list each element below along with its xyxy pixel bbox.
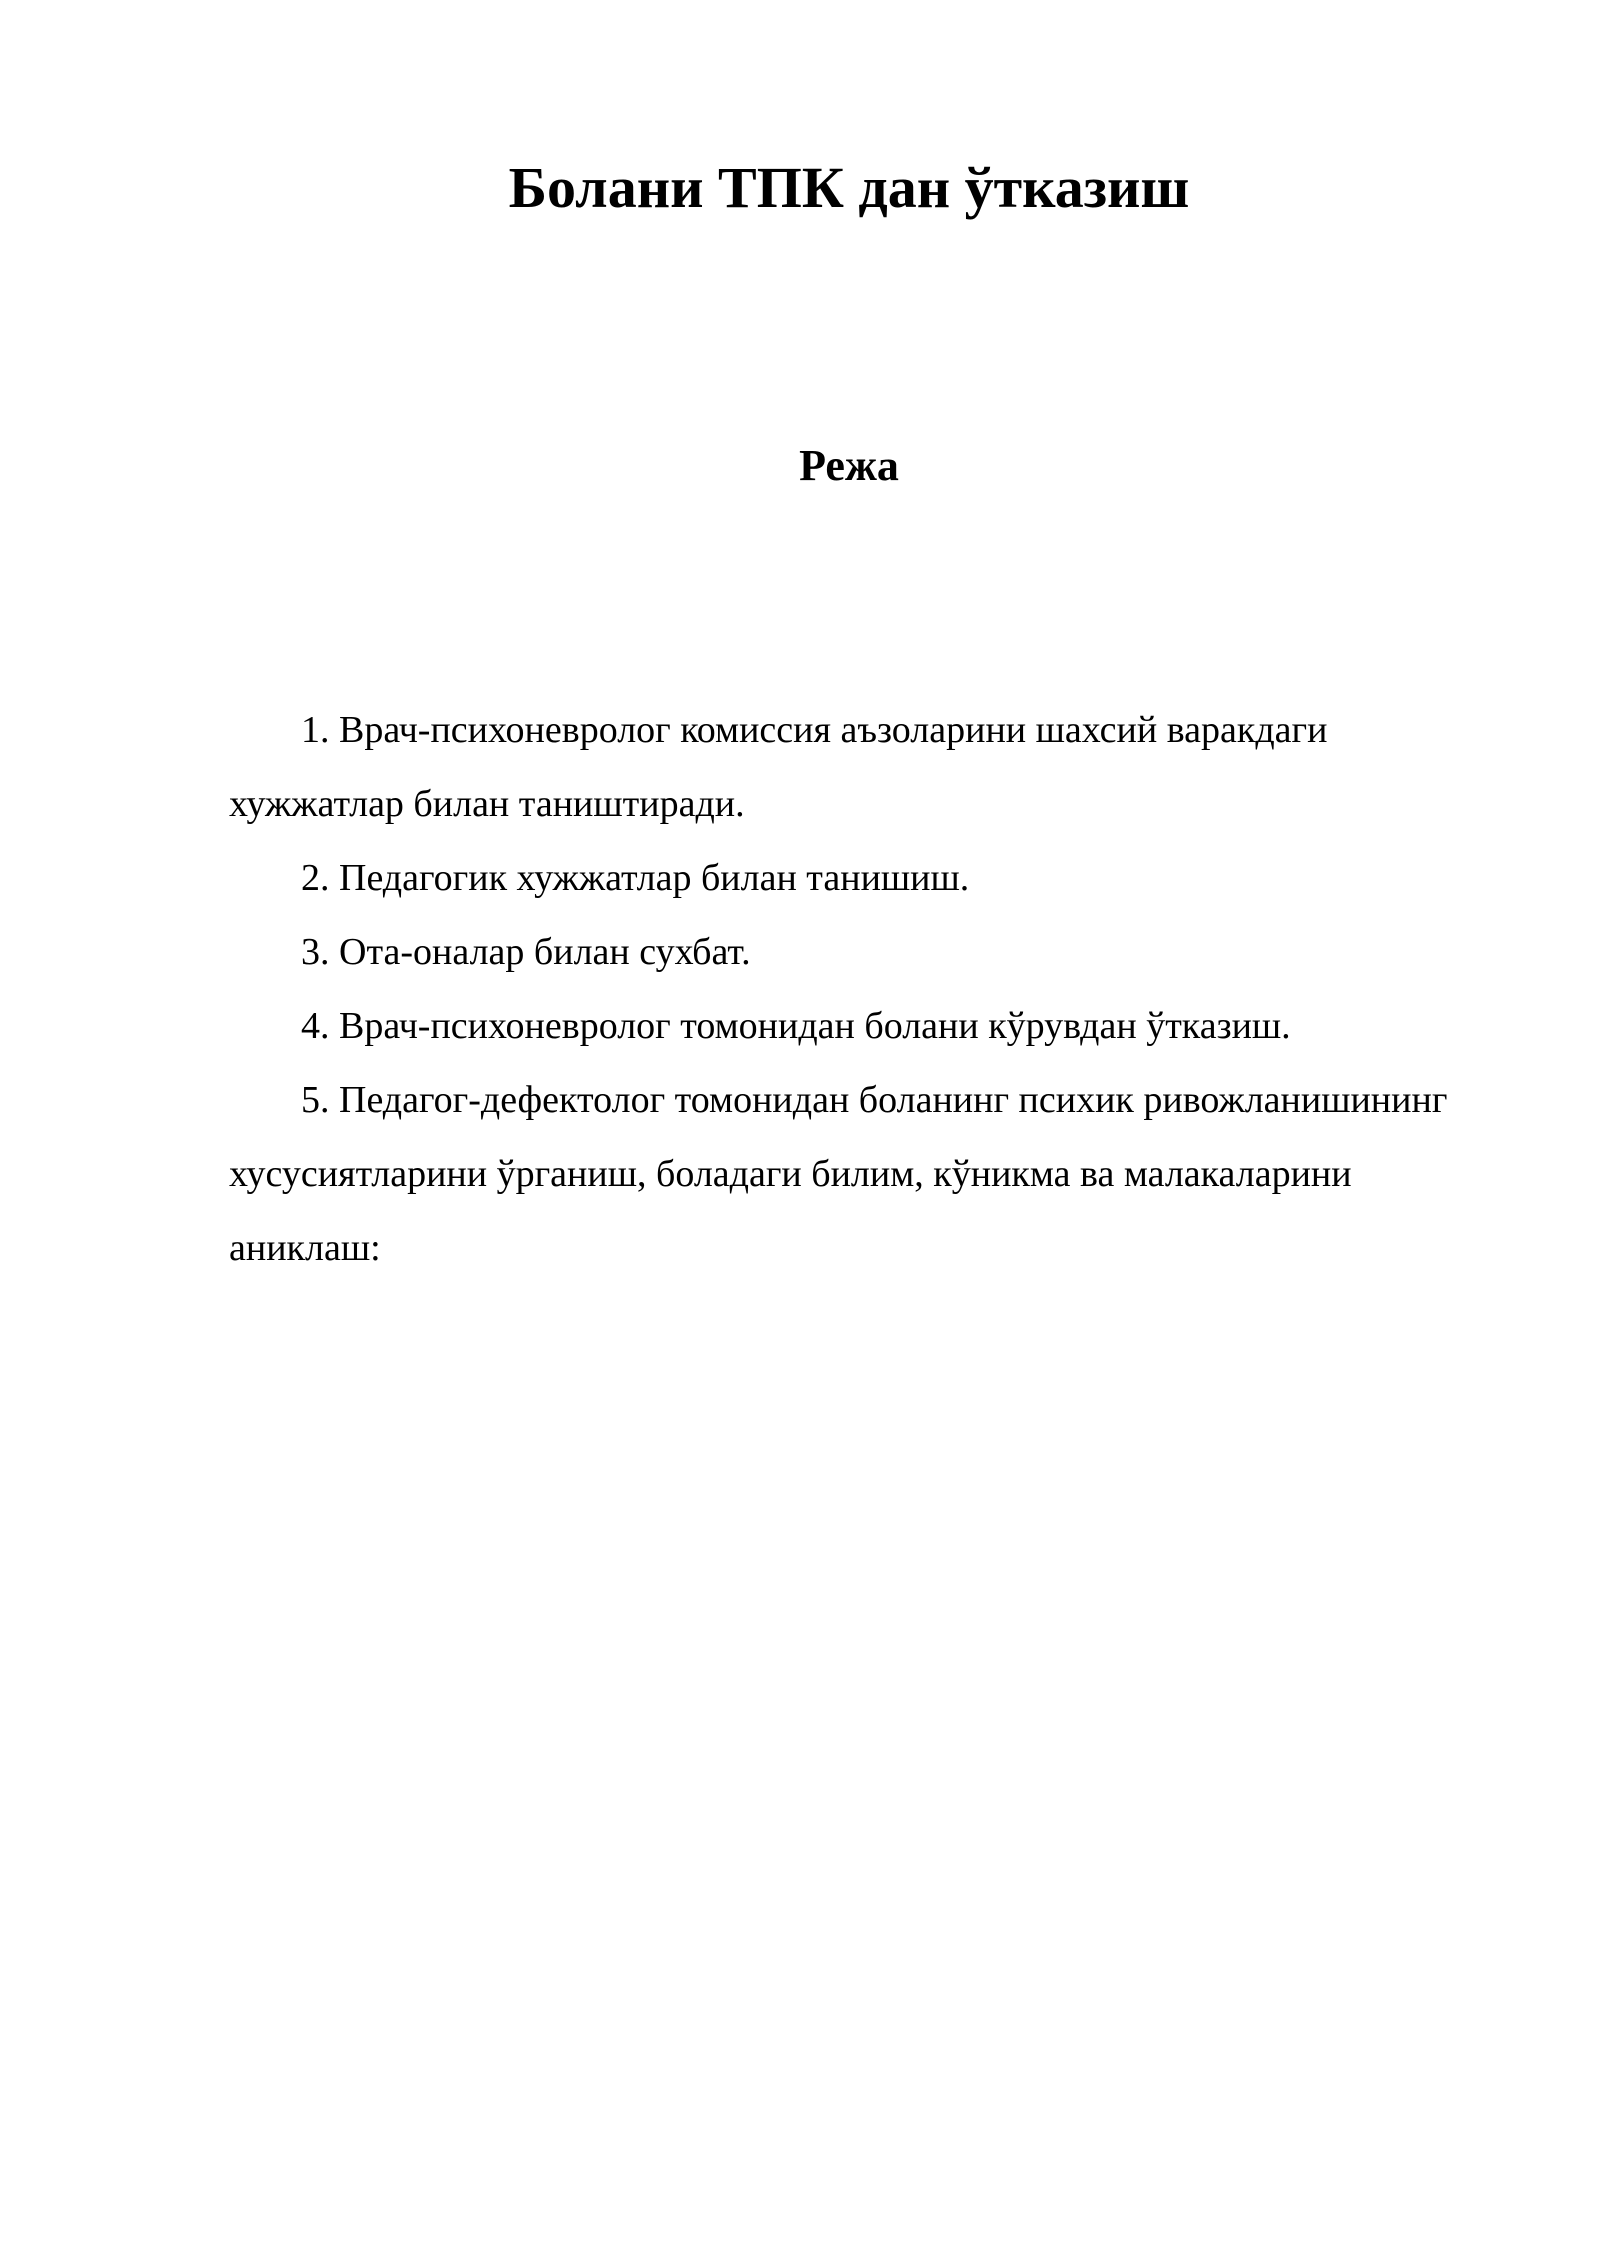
plan-item-5: 5. Педагог-дефектолог томонидан боланинг психик ривожланишининг хусусиятларини ўрганиш, боладаги билим, кўникма ва малакаларини аниклаш: [229, 1079, 1448, 1269]
document-title: Болани ТПК дан ўтказиш [508, 155, 1190, 220]
plan-item-2: 2. Педагогик хужжатлар билан танишиш. [301, 857, 970, 899]
plan-list [229, 693, 1489, 1285]
plan-item-1: 1. Врач-психоневролог комиссия аъзоларини шахсий варакдаги хужжатлар билан таништиради. [229, 709, 1328, 825]
plan-item-3: 3. Ота-оналар билан сухбат. [301, 931, 751, 973]
plan-item-4: 4. Врач-психоневролог томонидан болани кўрувдан ўтказиш. [301, 1005, 1291, 1047]
plan-heading: Режа [799, 441, 899, 490]
